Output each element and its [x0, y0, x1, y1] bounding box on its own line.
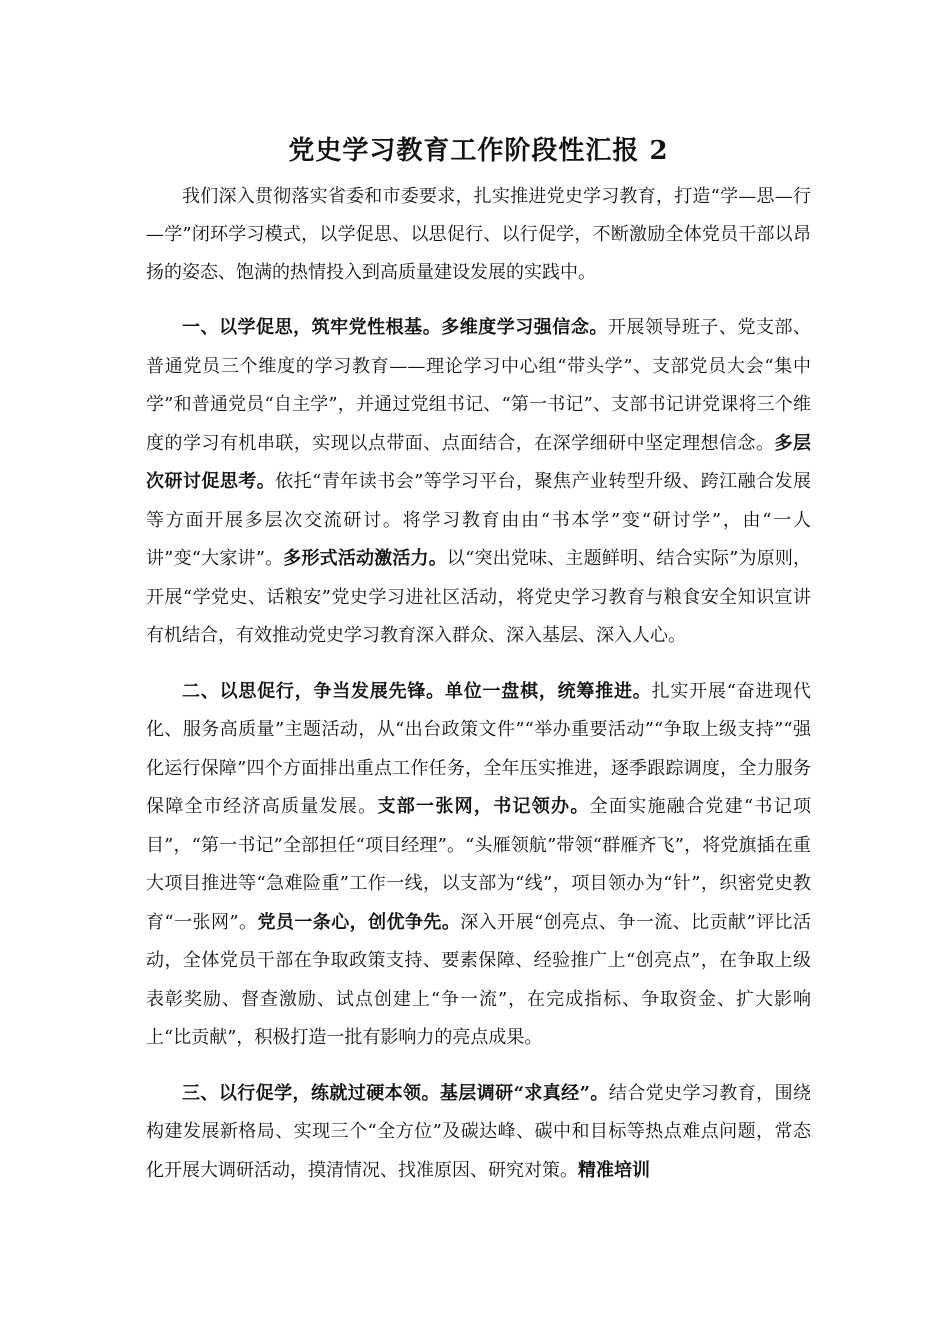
body-text: 开展领导班子、党支部、普通党员三个维度的学习教育——理论学习中心组“带头学”、支部党员大会“集中学”和普通党员“自主学”，并通过党组书记、“第一书记”、支部书记讲党课将三个维度的学习有机串联，实现以点带面、点面结合，在深学细研中坚定理想信念。 [146, 317, 812, 454]
body-text: 全面实施融合党建“书记项目”，“第一书记”全部担任“项目经理”。“头雁领航”带领“群雁齐飞”，将党旗插在重大项目推进等“急难险重”工作一线，以支部为“线”，项目领办为“针”，织密党史教育“一张网”。 [146, 796, 812, 933]
section-paragraph-2 [146, 673, 811, 1058]
subsection-heading: 多维度学习强信念。 [441, 317, 608, 338]
subsection-heading: 多层次研讨促思考。 [146, 432, 812, 492]
body-text: 深入开展“创亮点、争一流、比贡献”评比活动，全体党员干部在争取政策支持、要素保障、经验推广上“创亮点”，在争取上级表彰奖励、督查激励、试点创建上“争一流”，在完成指标、争取资金、扩大影响上“比贡献”，积极打造一批有影响力的亮点成果。 [146, 911, 811, 1048]
subsection-heading: 党员一条心，创优争先。 [257, 911, 461, 933]
subsection-heading: 单位一盘棋，统筹推进。 [444, 680, 652, 702]
section-paragraph-3 [146, 1075, 811, 1191]
body-text: 以“突出党味、主题鲜明、结合实际”为原则，开展“学党史、话粮安”党史学习进社区活动，将党史学习教育与粮食安全知识宣讲有机结合，有效推动党史学习教育深入群众、深入基层、深入人心。 [146, 548, 812, 646]
subsection-heading: 支部一张网，书记领办。 [377, 796, 590, 817]
subsection-heading: 基层调研“求真经”。 [439, 1082, 609, 1104]
section-heading: 一、以学促思，筑牢党性根基。 [182, 317, 442, 338]
intro-paragraph: 我们深入贯彻落实省委和市委要求，扎实推进党史学习教育，打造“学—思—行—学”闭环学习模式，以学促思、以思促行、以行促学，不断激励全体党员干部以昂扬的姿态、饱满的热情投入到高质量建设发展的实践中。 [146, 186, 811, 283]
subsection-heading: 多形式活动激活力。 [283, 548, 447, 569]
section-heading: 二、以思促行，争当发展先锋。 [182, 680, 445, 702]
section-paragraph-1 [146, 309, 811, 656]
section-heading: 三、以行促学，练就过硬本领。 [182, 1082, 440, 1104]
document-page [146, 126, 811, 1190]
body-text: 依托“青年读书会”等学习平台，聚焦产业转型升级、跨江融合发展等方面开展多层次交流研讨。将学习教育由由“书本学”变“研讨学”，由“一人讲”变“大家讲”。 [146, 471, 812, 569]
subsection-heading: 精准培训 [578, 1159, 650, 1181]
body-text: 扎实开展“奋进现代化、服务高质量”主题活动，从“出台政策文件”“举办重要活动”“争取上级支持”“强化运行保障”四个方面排出重点工作任务，全年压实推进，逐季跟踪调度，全力服务保障全市经济高质量发展。 [146, 680, 812, 817]
body-text: 结合党史学习教育，围绕构建发展新格局、实现三个“全方位”及碳达峰、碳中和目标等热点难点问题，常态化开展大调研活动，摸清情况、找准原因、研究对策。 [146, 1082, 812, 1181]
document-title: 党史学习教育工作阶段性汇报 2 [288, 136, 669, 166]
